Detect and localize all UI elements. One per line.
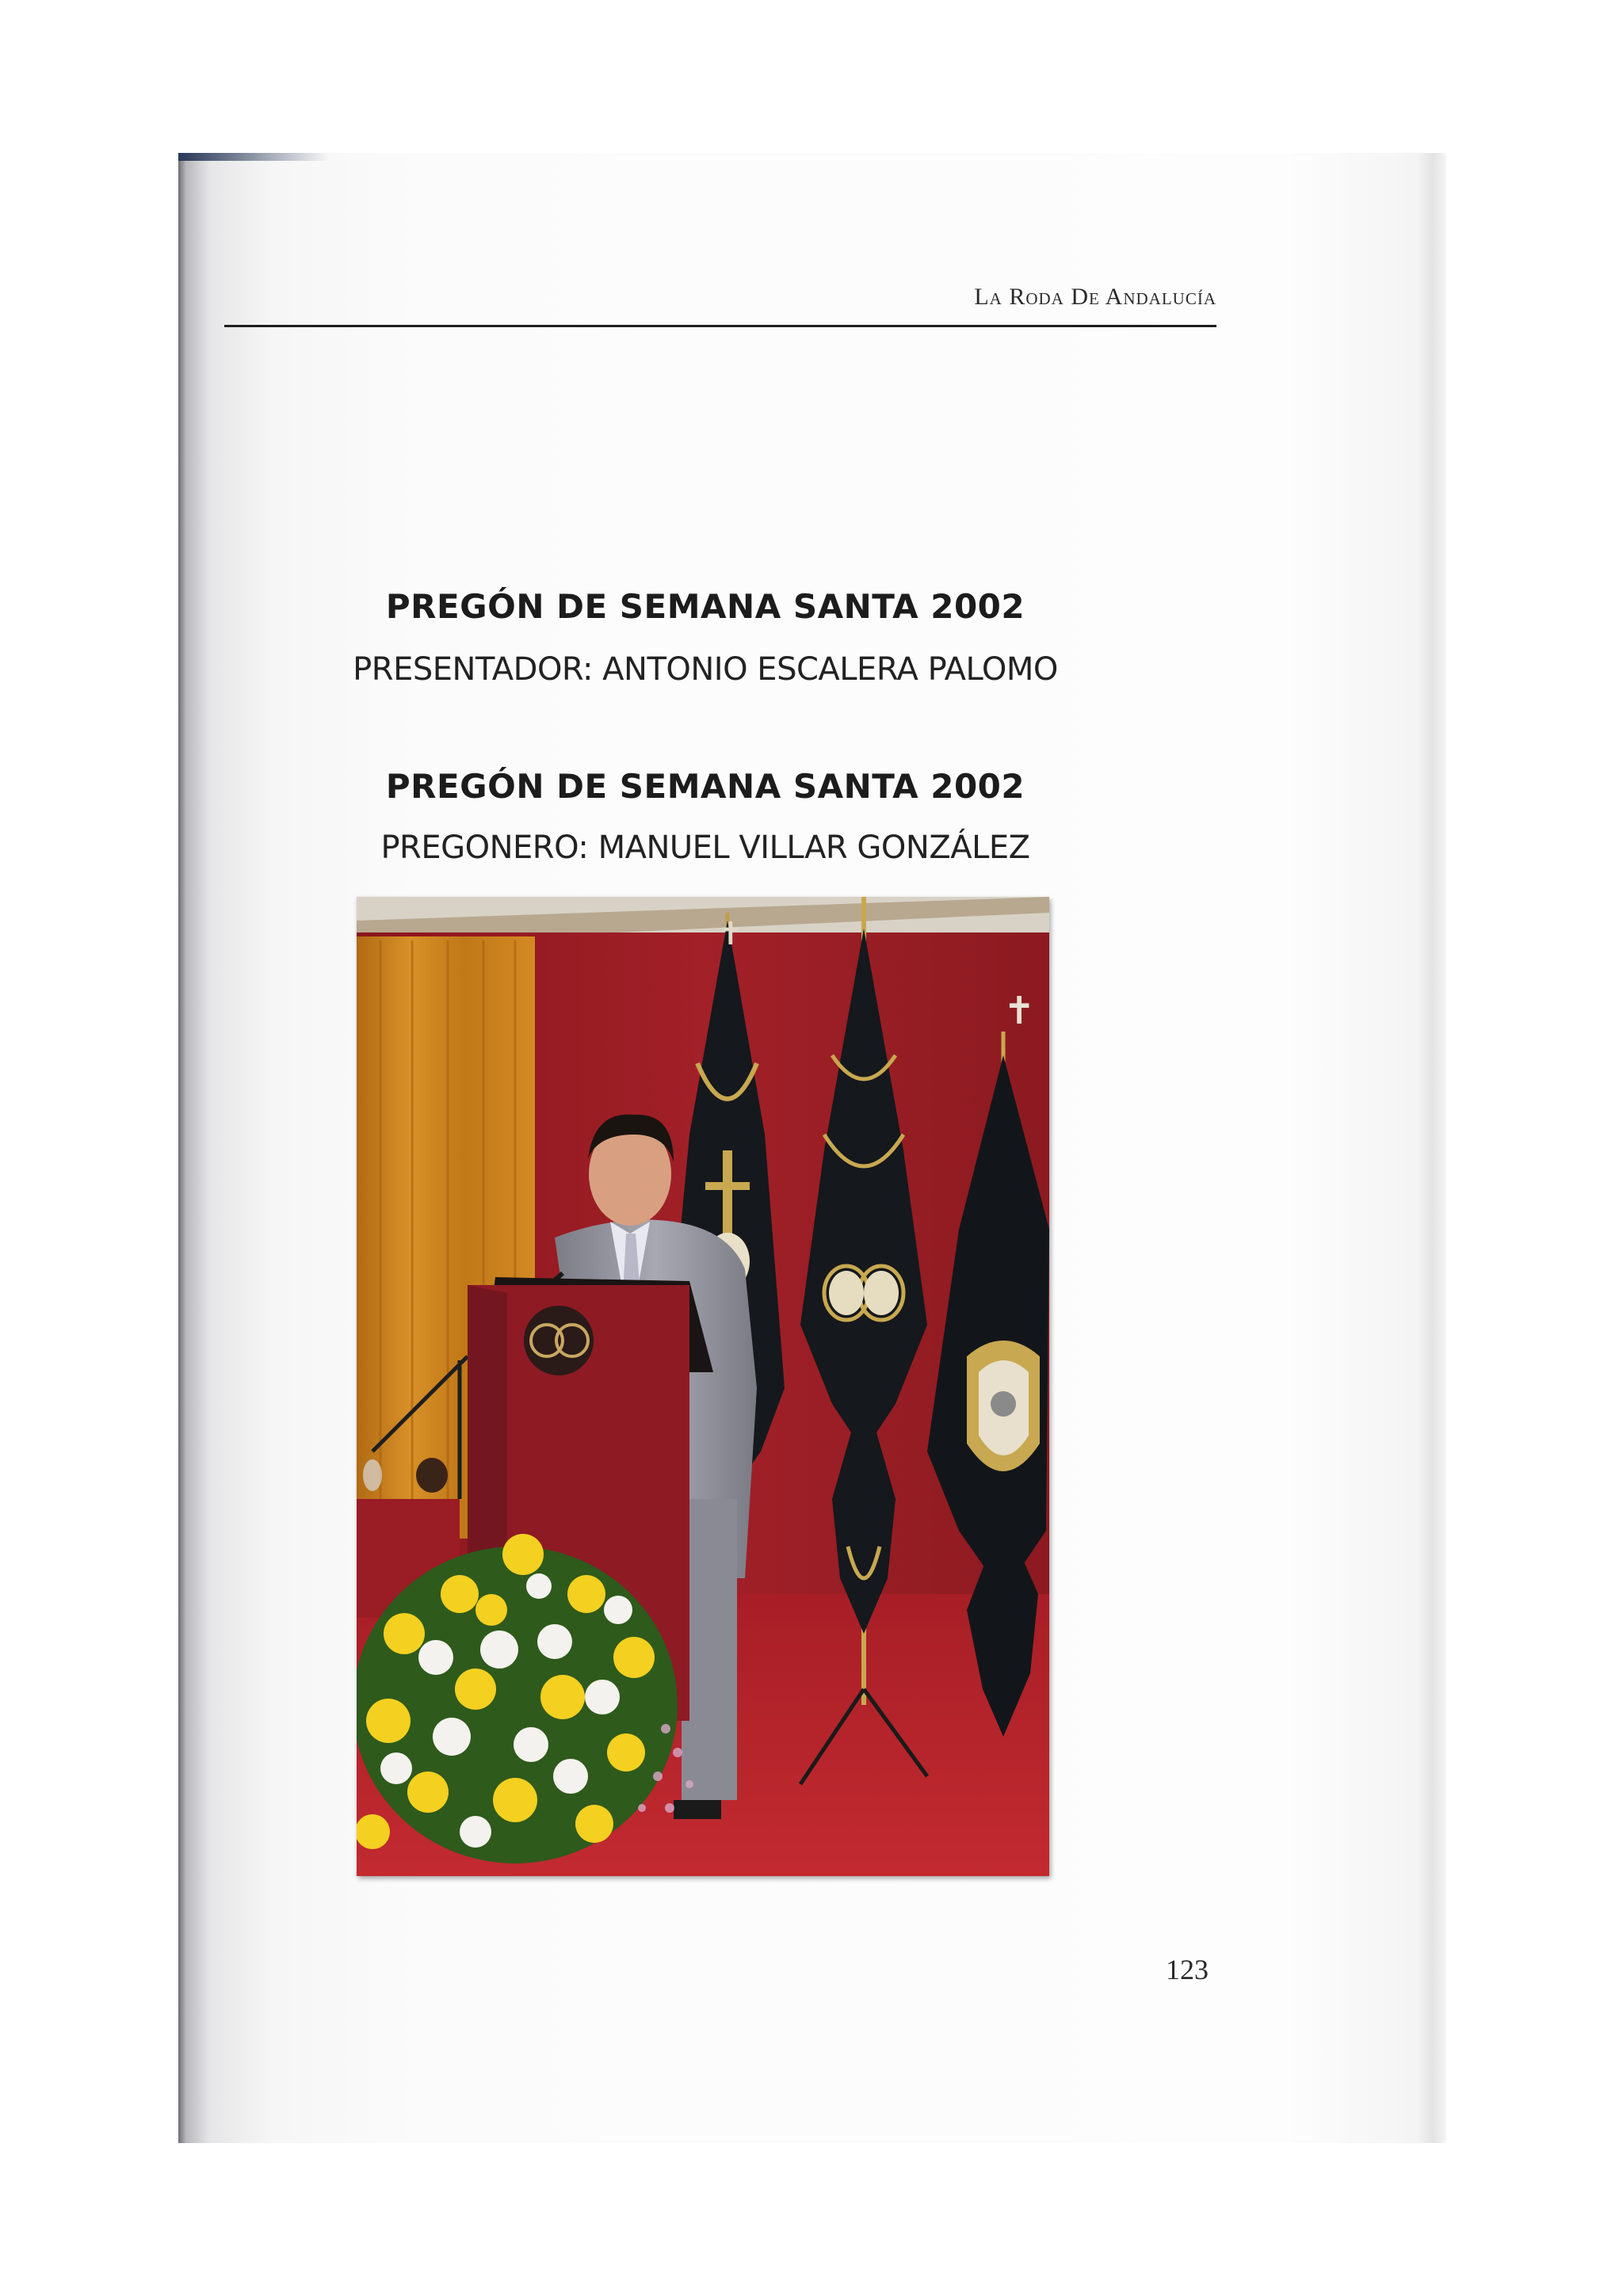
svg-text:✝: ✝ [1003,989,1036,1033]
page-number: 123 [1166,1954,1209,1985]
svg-text:✝: ✝ [717,916,744,952]
presenter-line: PRESENTADOR: ANTONIO ESCALERA PALOMO [353,651,1058,688]
speaker-photograph [357,897,1049,1876]
page-edge-shadow [1419,153,1446,2143]
header-rule [224,325,1216,327]
pregonero-line: PREGONERO: MANUEL VILLAR GONZÁLEZ [380,830,1030,866]
scan-edge-mark [178,153,329,161]
section-title-presenter: PREGÓN DE SEMANA SANTA 2002 [385,587,1025,626]
running-head: La Roda De Andalucía [974,284,1216,310]
section-title-pregonero: PREGÓN DE SEMANA SANTA 2002 [385,767,1025,806]
